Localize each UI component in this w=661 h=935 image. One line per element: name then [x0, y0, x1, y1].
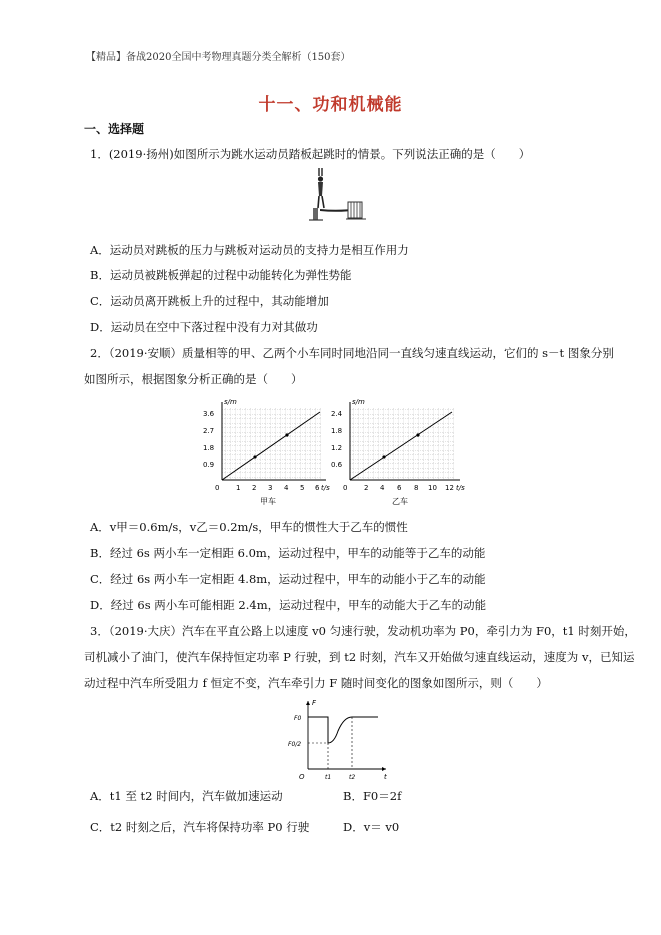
section-heading: 一、选择题 — [84, 122, 145, 136]
page-header: 【精品】备战2020全国中考物理真题分类全解析（150套） — [86, 52, 351, 63]
force-graph-origin: O — [299, 773, 305, 781]
graph-a-ytick: 0.9 — [203, 461, 215, 469]
question-2-stem-line2: 如图所示，根据图象分析正确的是（ ） — [84, 372, 303, 386]
q2-option-c: C．经过 6s 两小车一定相距 4.8m，运动过程中，甲车的动能小于乙车的动能 — [90, 572, 486, 586]
graph-b-xtick: 8 — [414, 484, 419, 492]
question-3-stem-line2: 司机减小了油门，使汽车保持恒定功率 P 行驶，到 t2 时刻，汽车又开始做匀速直线运动，速度为 v，已知运 — [84, 650, 635, 664]
q3-option-d: D．v＝ v0 — [343, 820, 400, 834]
force-graph-f0: F0 — [294, 715, 302, 722]
graph-a-xtick: 0 — [215, 484, 220, 492]
graph-b-xtick: 12 — [445, 484, 454, 492]
graph-a-caption: 甲车 — [260, 497, 276, 506]
graph-car-b — [328, 396, 468, 508]
q1-option-b: B．运动员被跳板弹起的过程中动能转化为弹性势能 — [90, 268, 352, 282]
graph-a-xtick: 6 — [315, 484, 320, 492]
graph-a-ytick: 1.8 — [203, 444, 215, 452]
graph-b-xtick: 2 — [364, 484, 369, 492]
graph-b-xtick: 10 — [428, 484, 437, 492]
chapter-title: 十一、功和机械能 — [258, 95, 403, 115]
graph-force-time — [286, 697, 390, 783]
graph-car-a — [200, 396, 330, 508]
graph-b-ytick: 2.4 — [331, 410, 343, 418]
graph-a-xtick: 2 — [252, 484, 257, 492]
graph-b-xtick: 0 — [343, 484, 348, 492]
q1-option-d: D．运动员在空中下落过程中没有力对其做功 — [90, 320, 318, 334]
question-1-stem: 1．(2019·扬州)如图所示为跳水运动员踏板起跳时的情景。下列说法正确的是（ ） — [90, 147, 531, 161]
graph-b-point — [416, 433, 419, 436]
q3-option-b: B．F0＝2f — [343, 789, 402, 803]
graph-b-ytick: 0.6 — [331, 461, 343, 469]
force-graph-t1: t1 — [325, 774, 332, 781]
q3-option-a: A．t1 至 t2 时间内，汽车做加速运动 — [90, 789, 283, 803]
graph-b-xtick: 4 — [380, 484, 385, 492]
graph-a-ytick: 2.7 — [203, 427, 215, 435]
q1-option-c: C．运动员离开跳板上升的过程中，其动能增加 — [90, 294, 329, 308]
springboard-illustration — [320, 198, 380, 224]
q3-option-c: C．t2 时刻之后，汽车将保持功率 P0 行驶 — [90, 820, 310, 834]
graph-a-xunit: t/s — [321, 484, 330, 492]
graph-b-ylabel: s/m — [352, 398, 365, 406]
graph-b-point — [382, 455, 385, 458]
force-graph-xlabel: t — [384, 773, 387, 781]
force-graph-t2: t2 — [349, 774, 356, 781]
q2-option-a: A．v甲＝0.6m/s，v乙＝0.2m/s，甲车的惯性大于乙车的惯性 — [90, 520, 408, 534]
graph-b-ytick: 1.2 — [331, 444, 343, 452]
force-graph-ylabel: F — [312, 699, 317, 707]
graph-a-ytick: 3.6 — [203, 410, 215, 418]
graph-b-caption: 乙车 — [392, 497, 408, 506]
question-3-stem-line3: 动过程中汽车所受阻力 f 恒定不变，汽车牵引力 F 随时间变化的图象如图所示，则（ ） — [84, 676, 548, 690]
q2-option-b: B．经过 6s 两小车一定相距 6.0m，运动过程中，甲车的动能等于乙车的动能 — [90, 546, 486, 560]
graph-a-point — [253, 455, 256, 458]
graph-b-xtick: 6 — [397, 484, 402, 492]
graph-b-xunit: t/s — [456, 484, 465, 492]
question-3-stem-line1: 3．（2019·大庆）汽车在平直公路上以速度 v0 匀速行驶，发动机功率为 P0，牵引力为 F0，t1 时刻开始， — [90, 624, 636, 638]
q1-option-a: A．运动员对跳板的压力与跳板对运动员的支持力是相互作用力 — [90, 243, 409, 257]
question-2-stem-line1: 2．（2019·安顺）质量相等的甲、乙两个小车同时同地沿同一直线匀速直线运动，它们的 s－t 图象分别 — [90, 346, 614, 360]
q2-option-d: D．经过 6s 两小车可能相距 2.4m，运动过程中，甲车的动能大于乙车的动能 — [90, 598, 487, 612]
graph-b-ytick: 1.8 — [331, 427, 343, 435]
graph-a-xtick: 3 — [268, 484, 273, 492]
force-curve — [308, 717, 378, 743]
graph-a-xtick: 4 — [284, 484, 289, 492]
graph-a-point — [285, 433, 288, 436]
force-graph-f0-half: F0/2 — [288, 741, 302, 748]
graph-a-ylabel: s/m — [224, 398, 237, 406]
graph-a-xtick: 1 — [236, 484, 241, 492]
graph-a-xtick: 5 — [300, 484, 305, 492]
